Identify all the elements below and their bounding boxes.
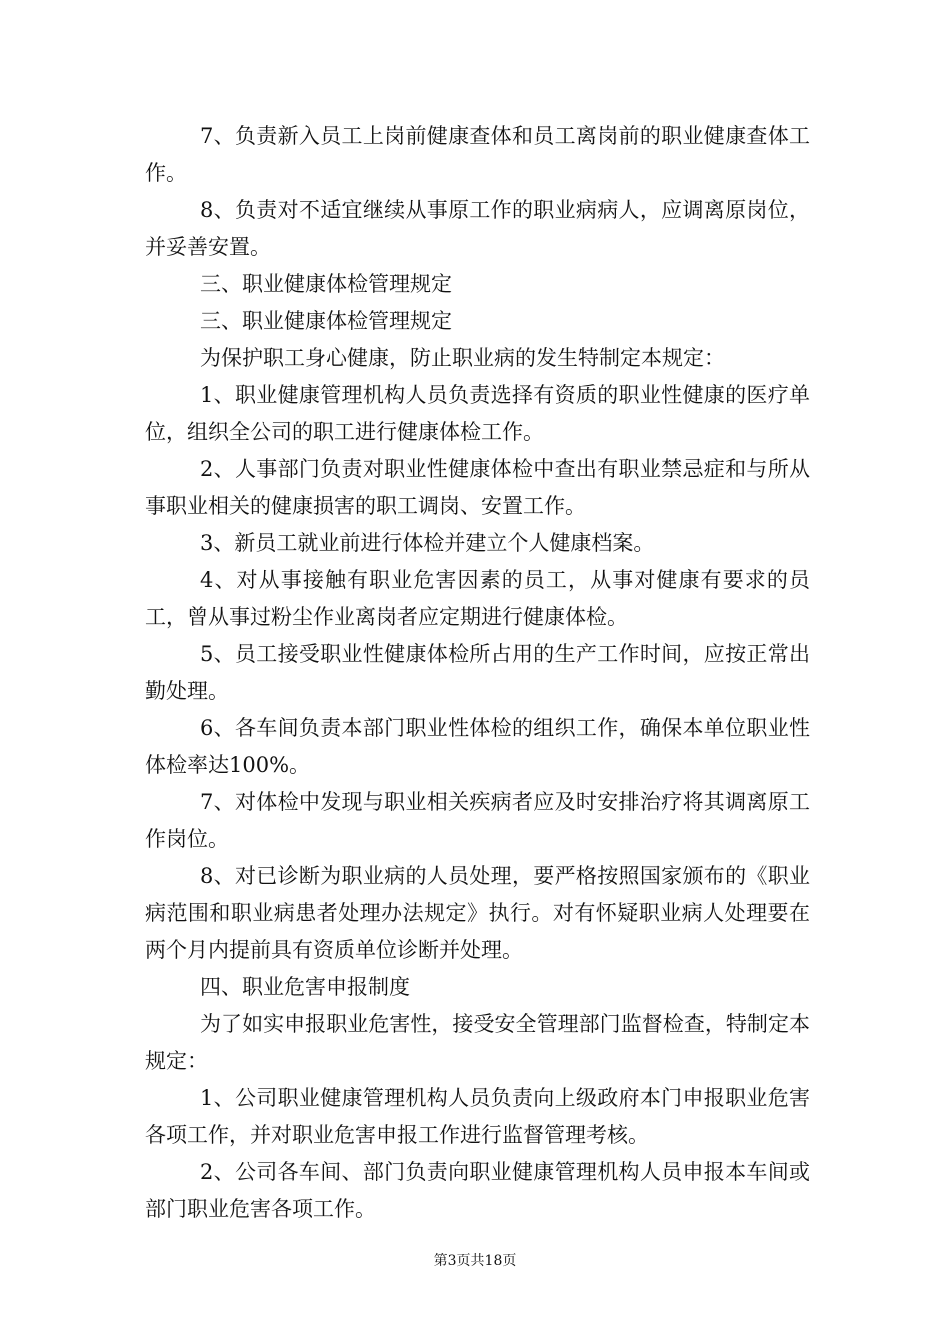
paragraph: 8、负责对不适宜继续从事原工作的职业病病人，应调离原岗位，并妥善安置。 xyxy=(145,198,810,259)
paragraph: 3、新员工就业前进行体检并建立个人健康档案。 xyxy=(200,531,655,555)
page-footer xyxy=(0,1250,950,1270)
paragraph: 1、职业健康管理机构人员负责选择有资质的职业性健康的医疗单位，组织全公司的职工进行健康体检工作。 xyxy=(145,383,810,444)
paragraph: 7、对体检中发现与职业相关疾病者应及时安排治疗将其调离原工作岗位。 xyxy=(145,790,810,851)
paragraph: 为了如实申报职业危害性，接受安全管理部门监督检查，特制定本规定： xyxy=(145,1012,810,1073)
paragraph: 2、公司各车间、部门负责向职业健康管理机构人员申报本车间或部门职业危害各项工作。 xyxy=(145,1160,810,1221)
section-heading: 三、职业健康体检管理规定 xyxy=(200,272,452,296)
page-number-label: 第3页共18页 xyxy=(433,1253,517,1269)
paragraph: 6、各车间负责本部门职业性体检的组织工作，确保本单位职业性体检率达100%。 xyxy=(145,716,810,777)
paragraph: 1、公司职业健康管理机构人员负责向上级政府本门申报职业危害各项工作，并对职业危害申报工作进行监督管理考核。 xyxy=(145,1086,810,1147)
paragraph: 为保护职工身心健康，防止职业病的发生特制定本规定： xyxy=(200,346,725,370)
section-heading: 四、职业危害申报制度 xyxy=(200,975,410,999)
paragraph: 4、对从事接触有职业危害因素的员工，从事对健康有要求的员工，曾从事过粉尘作业离岗者应定期进行健康体检。 xyxy=(145,568,810,629)
document-body xyxy=(145,118,810,1228)
section-heading: 三、职业健康体检管理规定 xyxy=(200,309,452,333)
paragraph: 5、员工接受职业性健康体检所占用的生产工作时间，应按正常出勤处理。 xyxy=(145,642,810,703)
paragraph: 7、负责新入员工上岗前健康查体和员工离岗前的职业健康查体工作。 xyxy=(145,124,810,185)
paragraph: 2、人事部门负责对职业性健康体检中查出有职业禁忌症和与所从事职业相关的健康损害的职工调岗、安置工作。 xyxy=(145,457,810,518)
paragraph: 8、对已诊断为职业病的人员处理，要严格按照国家颁布的《职业病范围和职业病患者处理办法规定》执行。对有怀疑职业病人处理要在两个月内提前具有资质单位诊断并处理。 xyxy=(145,864,810,962)
